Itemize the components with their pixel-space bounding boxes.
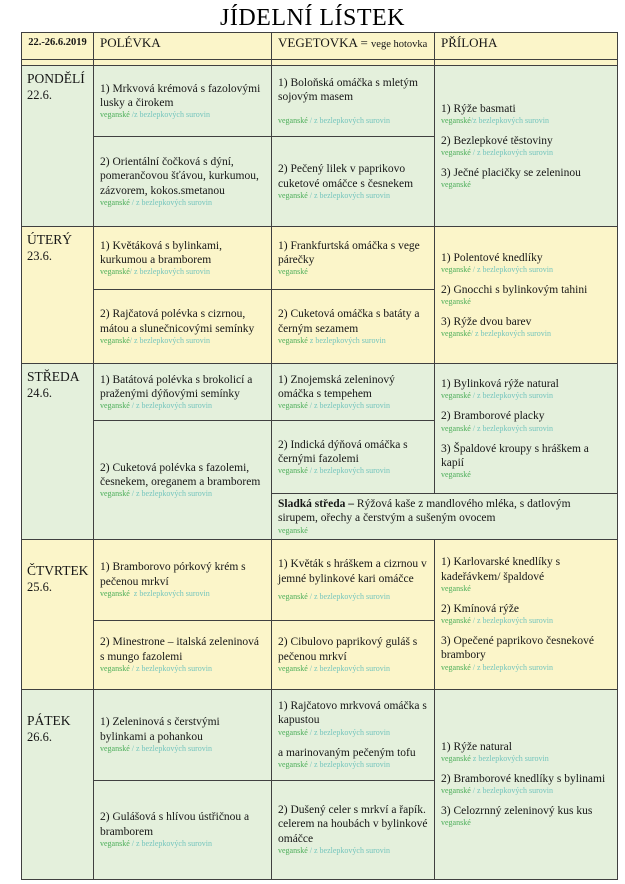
soup-cell bbox=[94, 421, 272, 540]
side-item bbox=[441, 602, 611, 626]
dish-text: 2) Orientální čočková s dýní, pomerančovou šťávou, kurkumou, zázvorem, kokos.smetanou bbox=[100, 156, 259, 197]
vegan-label: veganské bbox=[441, 115, 471, 125]
main-cell bbox=[272, 539, 435, 620]
glutenfree-label: /z bezlepkových surovin bbox=[129, 110, 210, 120]
diet-note bbox=[441, 786, 611, 796]
vegan-label: veganské bbox=[278, 591, 308, 601]
dish-text: 2) Rajčatová polévka s cizrnou, mátou a slunečnicovými semínky bbox=[100, 308, 255, 335]
column-header-side: PŘÍLOHA bbox=[435, 33, 618, 60]
glutenfree-label: / z bezlepkových surovin bbox=[129, 335, 210, 345]
soup-cell bbox=[94, 620, 272, 689]
diet-note bbox=[441, 616, 611, 626]
glutenfree-label: z bezlepkových surovin bbox=[470, 753, 549, 763]
main-cell bbox=[272, 689, 435, 780]
day-name: PÁTEK bbox=[27, 712, 71, 728]
diet-note bbox=[278, 116, 428, 126]
diet-note bbox=[278, 592, 428, 602]
dish-text: 1) Bylinková rýže natural bbox=[441, 378, 559, 390]
glutenfree-label: / z bezlepkových surovin bbox=[307, 759, 390, 769]
diet-note bbox=[100, 589, 265, 599]
diet-note bbox=[278, 728, 428, 738]
dish-text: 1) Frankfurtská omáčka s vege párečky bbox=[278, 239, 420, 266]
day-label-friday bbox=[22, 689, 94, 879]
dish-text: 1) Znojemská zeleninový omáčka s tempehem bbox=[278, 373, 395, 400]
vegan-label: veganské bbox=[441, 391, 471, 401]
dish-text bbox=[278, 497, 611, 526]
dish-text: 2) Bezlepkové těstoviny bbox=[441, 134, 553, 147]
main-cell bbox=[272, 780, 435, 879]
vegan-label: veganské bbox=[100, 110, 130, 120]
day-row-friday bbox=[22, 689, 618, 780]
diet-note bbox=[441, 148, 611, 158]
side-item bbox=[441, 772, 611, 796]
day-date: 25.6. bbox=[27, 579, 52, 594]
sides-cell bbox=[435, 227, 618, 364]
diet-note bbox=[441, 663, 611, 673]
diet-note bbox=[278, 846, 428, 856]
vegan-label: veganské bbox=[100, 401, 130, 411]
glutenfree-label: / z bezlepkových surovin bbox=[307, 591, 390, 601]
sweet-text: Rýžová kaše z mandlového mléka, s datlovým sirupem, ořechy a čerstvým a sušeným ovocem bbox=[278, 498, 571, 525]
vegan-label: veganské bbox=[441, 616, 471, 626]
main-cell bbox=[272, 66, 435, 137]
dish-text: 1) Bramborovo pórkový krém s pečenou mrkví bbox=[100, 561, 246, 588]
dish-text: 3) Ječné placičky se zeleninou bbox=[441, 167, 581, 180]
diet-note bbox=[441, 754, 611, 764]
vegan-label: veganské bbox=[441, 583, 471, 593]
dish-text: 1) Rajčatovo mrkvová omáčka s kapustou bbox=[278, 700, 427, 727]
vegan-label: veganské bbox=[100, 588, 130, 598]
vegan-label: veganské bbox=[100, 838, 130, 848]
diet-note bbox=[100, 110, 265, 120]
diet-note bbox=[441, 180, 611, 190]
glutenfree-label: / z bezlepkových surovin bbox=[470, 148, 553, 158]
side-item bbox=[441, 166, 611, 190]
side-item bbox=[441, 409, 611, 433]
day-date: 26.6. bbox=[27, 729, 52, 744]
diet-note bbox=[278, 401, 428, 411]
day-name: STŘEDA bbox=[27, 369, 80, 384]
vegan-label: veganské bbox=[278, 401, 308, 411]
vegan-label: veganské bbox=[278, 759, 308, 769]
diet-note bbox=[441, 584, 611, 594]
diet-note bbox=[278, 267, 428, 277]
day-name: ÚTERÝ bbox=[27, 232, 72, 247]
date-range: 22.-26.6.2019 bbox=[22, 33, 94, 60]
dish-text: 2) Cuketová omáčka s batáty a černým sezamem bbox=[278, 308, 420, 335]
vegan-label: veganské bbox=[441, 818, 471, 828]
dish-text: 1) Batátová polévka s brokolicí a praženými dýňovými semínky bbox=[100, 373, 253, 400]
dish-text: 1) Karlovarské knedlíky s kadeřávkem/ špaldové bbox=[441, 556, 561, 583]
main-cell bbox=[272, 290, 435, 364]
vegan-label: veganské bbox=[441, 423, 471, 433]
side-item bbox=[441, 555, 611, 594]
dish-text: 2) Indická dýňová omáčka s černými fazolemi bbox=[278, 438, 408, 465]
glutenfree-label: / z bezlepkových surovin bbox=[129, 489, 212, 498]
diet-note bbox=[278, 191, 428, 201]
day-name: ČTVRTEK bbox=[27, 562, 89, 578]
glutenfree-label: / z bezlepkových surovin bbox=[307, 727, 390, 737]
vegan-label: veganské bbox=[278, 190, 308, 200]
dish-text: 1) Boloňská omáčka s mletým sojovým masem bbox=[278, 76, 418, 103]
day-row-wednesday bbox=[22, 364, 618, 421]
page-title: JÍDELNÍ LÍSTEK bbox=[220, 5, 405, 31]
dish-text: a marinovaným pečeným tofu bbox=[278, 746, 416, 759]
column-header-main-label: VEGETOVKA = bbox=[278, 35, 372, 50]
soup-cell bbox=[94, 539, 272, 620]
glutenfree-label: / z bezlepkových surovin bbox=[129, 663, 212, 673]
day-label-monday bbox=[22, 66, 94, 227]
day-row-thursday bbox=[22, 539, 618, 620]
dish-text: 1) Květáková s bylinkami, kurkumou a bramborem bbox=[100, 239, 223, 266]
dish-text: 1) Mrkvová krémová s fazolovými lusky a čirokem bbox=[100, 82, 261, 109]
day-row-tuesday bbox=[22, 227, 618, 290]
side-item bbox=[441, 634, 611, 673]
dish-text: 2) Minestrone – italská zeleninová s mungo fazolemi bbox=[100, 636, 260, 663]
main-cell bbox=[272, 620, 435, 689]
glutenfree-label: / z bezlepkových surovin bbox=[129, 743, 212, 753]
dish-text: 3) Opečené paprikovo česnekové brambory bbox=[441, 635, 594, 662]
side-item bbox=[441, 134, 611, 158]
glutenfree-label: / z bezlepkových surovin bbox=[307, 190, 390, 200]
vegan-label: veganské bbox=[441, 180, 471, 190]
vegan-label: veganské bbox=[100, 743, 130, 753]
soup-cell bbox=[94, 137, 272, 227]
diet-note bbox=[441, 391, 611, 401]
vegan-label: veganské bbox=[278, 845, 308, 855]
glutenfree-label: / z bezlepkových surovin bbox=[129, 197, 212, 207]
dish-text: 1) Rýže natural bbox=[441, 740, 512, 753]
side-item bbox=[441, 251, 611, 275]
soup-cell bbox=[94, 290, 272, 364]
side-item bbox=[441, 283, 611, 307]
day-row-monday bbox=[22, 66, 618, 137]
diet-note bbox=[100, 839, 265, 849]
diet-note bbox=[100, 489, 265, 499]
diet-note bbox=[441, 470, 611, 480]
vegan-label: veganské bbox=[278, 663, 308, 673]
diet-note bbox=[441, 329, 611, 339]
diet-note bbox=[100, 267, 265, 277]
diet-note bbox=[278, 664, 428, 674]
vegan-label: veganské bbox=[100, 489, 130, 498]
dish-text: 2) Gulášová s hlívou ústřičnou a bramborem bbox=[100, 811, 250, 838]
glutenfree-label: / z bezlepkových surovin bbox=[307, 116, 390, 126]
day-name: PONDĚLÍ bbox=[27, 71, 85, 86]
dish-text: 3) Špaldové kroupy s hráškem a kapií bbox=[441, 442, 589, 469]
glutenfree-label: z bezlepkových surovin bbox=[129, 588, 210, 598]
sweet-label: Sladká středa – bbox=[278, 498, 355, 510]
vegan-label: veganské bbox=[278, 335, 308, 345]
main-cell bbox=[272, 421, 435, 494]
vegan-label: veganské bbox=[441, 297, 471, 307]
main-cell bbox=[272, 227, 435, 290]
vegan-label: veganské bbox=[100, 335, 130, 345]
column-header-soup: POLÉVKA bbox=[94, 33, 272, 60]
dish-text: 2) Bramborové knedlíky s bylinami bbox=[441, 772, 606, 785]
main-cell bbox=[272, 137, 435, 227]
glutenfree-label: / z bezlepkových surovin bbox=[307, 663, 390, 673]
diet-note bbox=[100, 336, 265, 346]
diet-note bbox=[100, 198, 265, 208]
diet-note bbox=[441, 116, 611, 126]
dish-text: 2) Pečený lilek v paprikovo cuketové omáčce s česnekem bbox=[278, 163, 414, 190]
dish-text: 2) Gnocchi s bylinkovým tahini bbox=[441, 283, 588, 296]
diet-note bbox=[278, 526, 611, 536]
glutenfree-label: / z bezlepkových surovin bbox=[129, 267, 210, 277]
vegan-label: veganské bbox=[100, 197, 130, 207]
vegan-label: veganské bbox=[100, 267, 130, 277]
dish-text: 2) Kmínová rýže bbox=[441, 602, 519, 615]
glutenfree-label: / z bezlepkových surovin bbox=[470, 616, 553, 626]
glutenfree-label: / z bezlepkových surovin bbox=[307, 845, 390, 855]
sweet-wednesday-cell bbox=[272, 494, 618, 540]
menu-table bbox=[21, 32, 618, 880]
main-cell bbox=[272, 364, 435, 421]
sides-cell bbox=[435, 364, 618, 494]
diet-note bbox=[100, 664, 265, 674]
glutenfree-label: /z bezlepkových surovin bbox=[470, 115, 549, 125]
diet-note bbox=[278, 466, 428, 476]
header-row bbox=[22, 33, 618, 60]
glutenfree-label: / z bezlepkových surovin bbox=[470, 264, 553, 274]
side-item bbox=[441, 102, 611, 126]
side-item bbox=[441, 442, 611, 481]
glutenfree-label: / z bezlepkových surovin bbox=[470, 329, 551, 339]
glutenfree-label: / z bezlepkových surovin bbox=[470, 391, 553, 401]
dish-text: 1) Zeleninová s čerstvými bylinkami a pohankou bbox=[100, 716, 220, 743]
soup-cell bbox=[94, 689, 272, 780]
soup-cell bbox=[94, 780, 272, 879]
glutenfree-label: / z bezlepkových surovin bbox=[470, 662, 553, 672]
soup-cell bbox=[94, 227, 272, 290]
day-label-wednesday bbox=[22, 364, 94, 540]
column-header-main bbox=[272, 33, 435, 60]
dish-text: 2) Bramborové placky bbox=[441, 410, 545, 423]
glutenfree-label: / z bezlepkových surovin bbox=[470, 786, 553, 796]
glutenfree-label: / z bezlepkových surovin bbox=[307, 401, 390, 411]
dish-text: 3) Celozrnný zeleninový kus kus bbox=[441, 805, 593, 818]
vegan-label: veganské bbox=[278, 116, 308, 126]
diet-note bbox=[278, 336, 428, 346]
glutenfree-label: z bezlepkových surovin bbox=[307, 335, 386, 345]
soup-cell bbox=[94, 364, 272, 421]
diet-note bbox=[100, 401, 265, 411]
dish-text: 1) Rýže basmati bbox=[441, 102, 516, 115]
diet-note bbox=[278, 760, 428, 770]
diet-note bbox=[441, 818, 611, 828]
soup-cell bbox=[94, 66, 272, 137]
side-item bbox=[441, 377, 611, 401]
sides-cell bbox=[435, 66, 618, 227]
side-item bbox=[441, 315, 611, 339]
side-item bbox=[441, 804, 611, 828]
day-date: 22.6. bbox=[27, 88, 52, 102]
dish-text: 1) Polentové knedlíky bbox=[441, 251, 543, 264]
day-date: 23.6. bbox=[27, 249, 52, 263]
dish-text: 1) Květák s hráškem a cizrnou v jemné bylinkové kari omáčce bbox=[278, 558, 427, 585]
day-date: 24.6. bbox=[27, 386, 52, 400]
glutenfree-label: / z bezlepkových surovin bbox=[470, 423, 553, 433]
vegan-label: veganské bbox=[278, 267, 308, 277]
day-label-tuesday bbox=[22, 227, 94, 364]
column-header-main-sub: vege hotovka bbox=[371, 39, 428, 50]
diet-note bbox=[441, 424, 611, 434]
vegan-label: veganské bbox=[278, 466, 308, 476]
dish-text: 2) Cibulovo paprikový guláš s pečenou mrkví bbox=[278, 636, 418, 663]
glutenfree-label: / z bezlepkových surovin bbox=[129, 401, 212, 411]
vegan-label: veganské bbox=[441, 662, 471, 672]
vegan-label: veganské bbox=[441, 264, 471, 274]
vegan-label: veganské bbox=[441, 786, 471, 796]
vegan-label: veganské bbox=[441, 148, 471, 158]
diet-note bbox=[100, 744, 265, 754]
vegan-label: veganské bbox=[441, 470, 471, 479]
dish-text: 2) Cuketová polévka s fazolemi, česnekem, oreganem a bramborem bbox=[100, 461, 261, 488]
vegan-label: veganské bbox=[278, 525, 308, 535]
day-label-thursday bbox=[22, 539, 94, 689]
vegan-label: veganské bbox=[441, 329, 471, 339]
dish-text: 3) Rýže dvou barev bbox=[441, 316, 532, 329]
sides-cell bbox=[435, 689, 618, 879]
glutenfree-label: / z bezlepkových surovin bbox=[129, 838, 212, 848]
vegan-label: veganské bbox=[100, 663, 130, 673]
diet-note bbox=[441, 265, 611, 275]
diet-note bbox=[441, 297, 611, 307]
vegan-label: veganské bbox=[441, 753, 471, 763]
vegan-label: veganské bbox=[278, 727, 308, 737]
side-item bbox=[441, 740, 611, 764]
sides-cell bbox=[435, 539, 618, 689]
glutenfree-label: / z bezlepkových surovin bbox=[307, 466, 390, 476]
dish-text: 2) Dušený celer s mrkví a řapík. celerem na houbách v bylinkové omáčce bbox=[278, 804, 428, 845]
